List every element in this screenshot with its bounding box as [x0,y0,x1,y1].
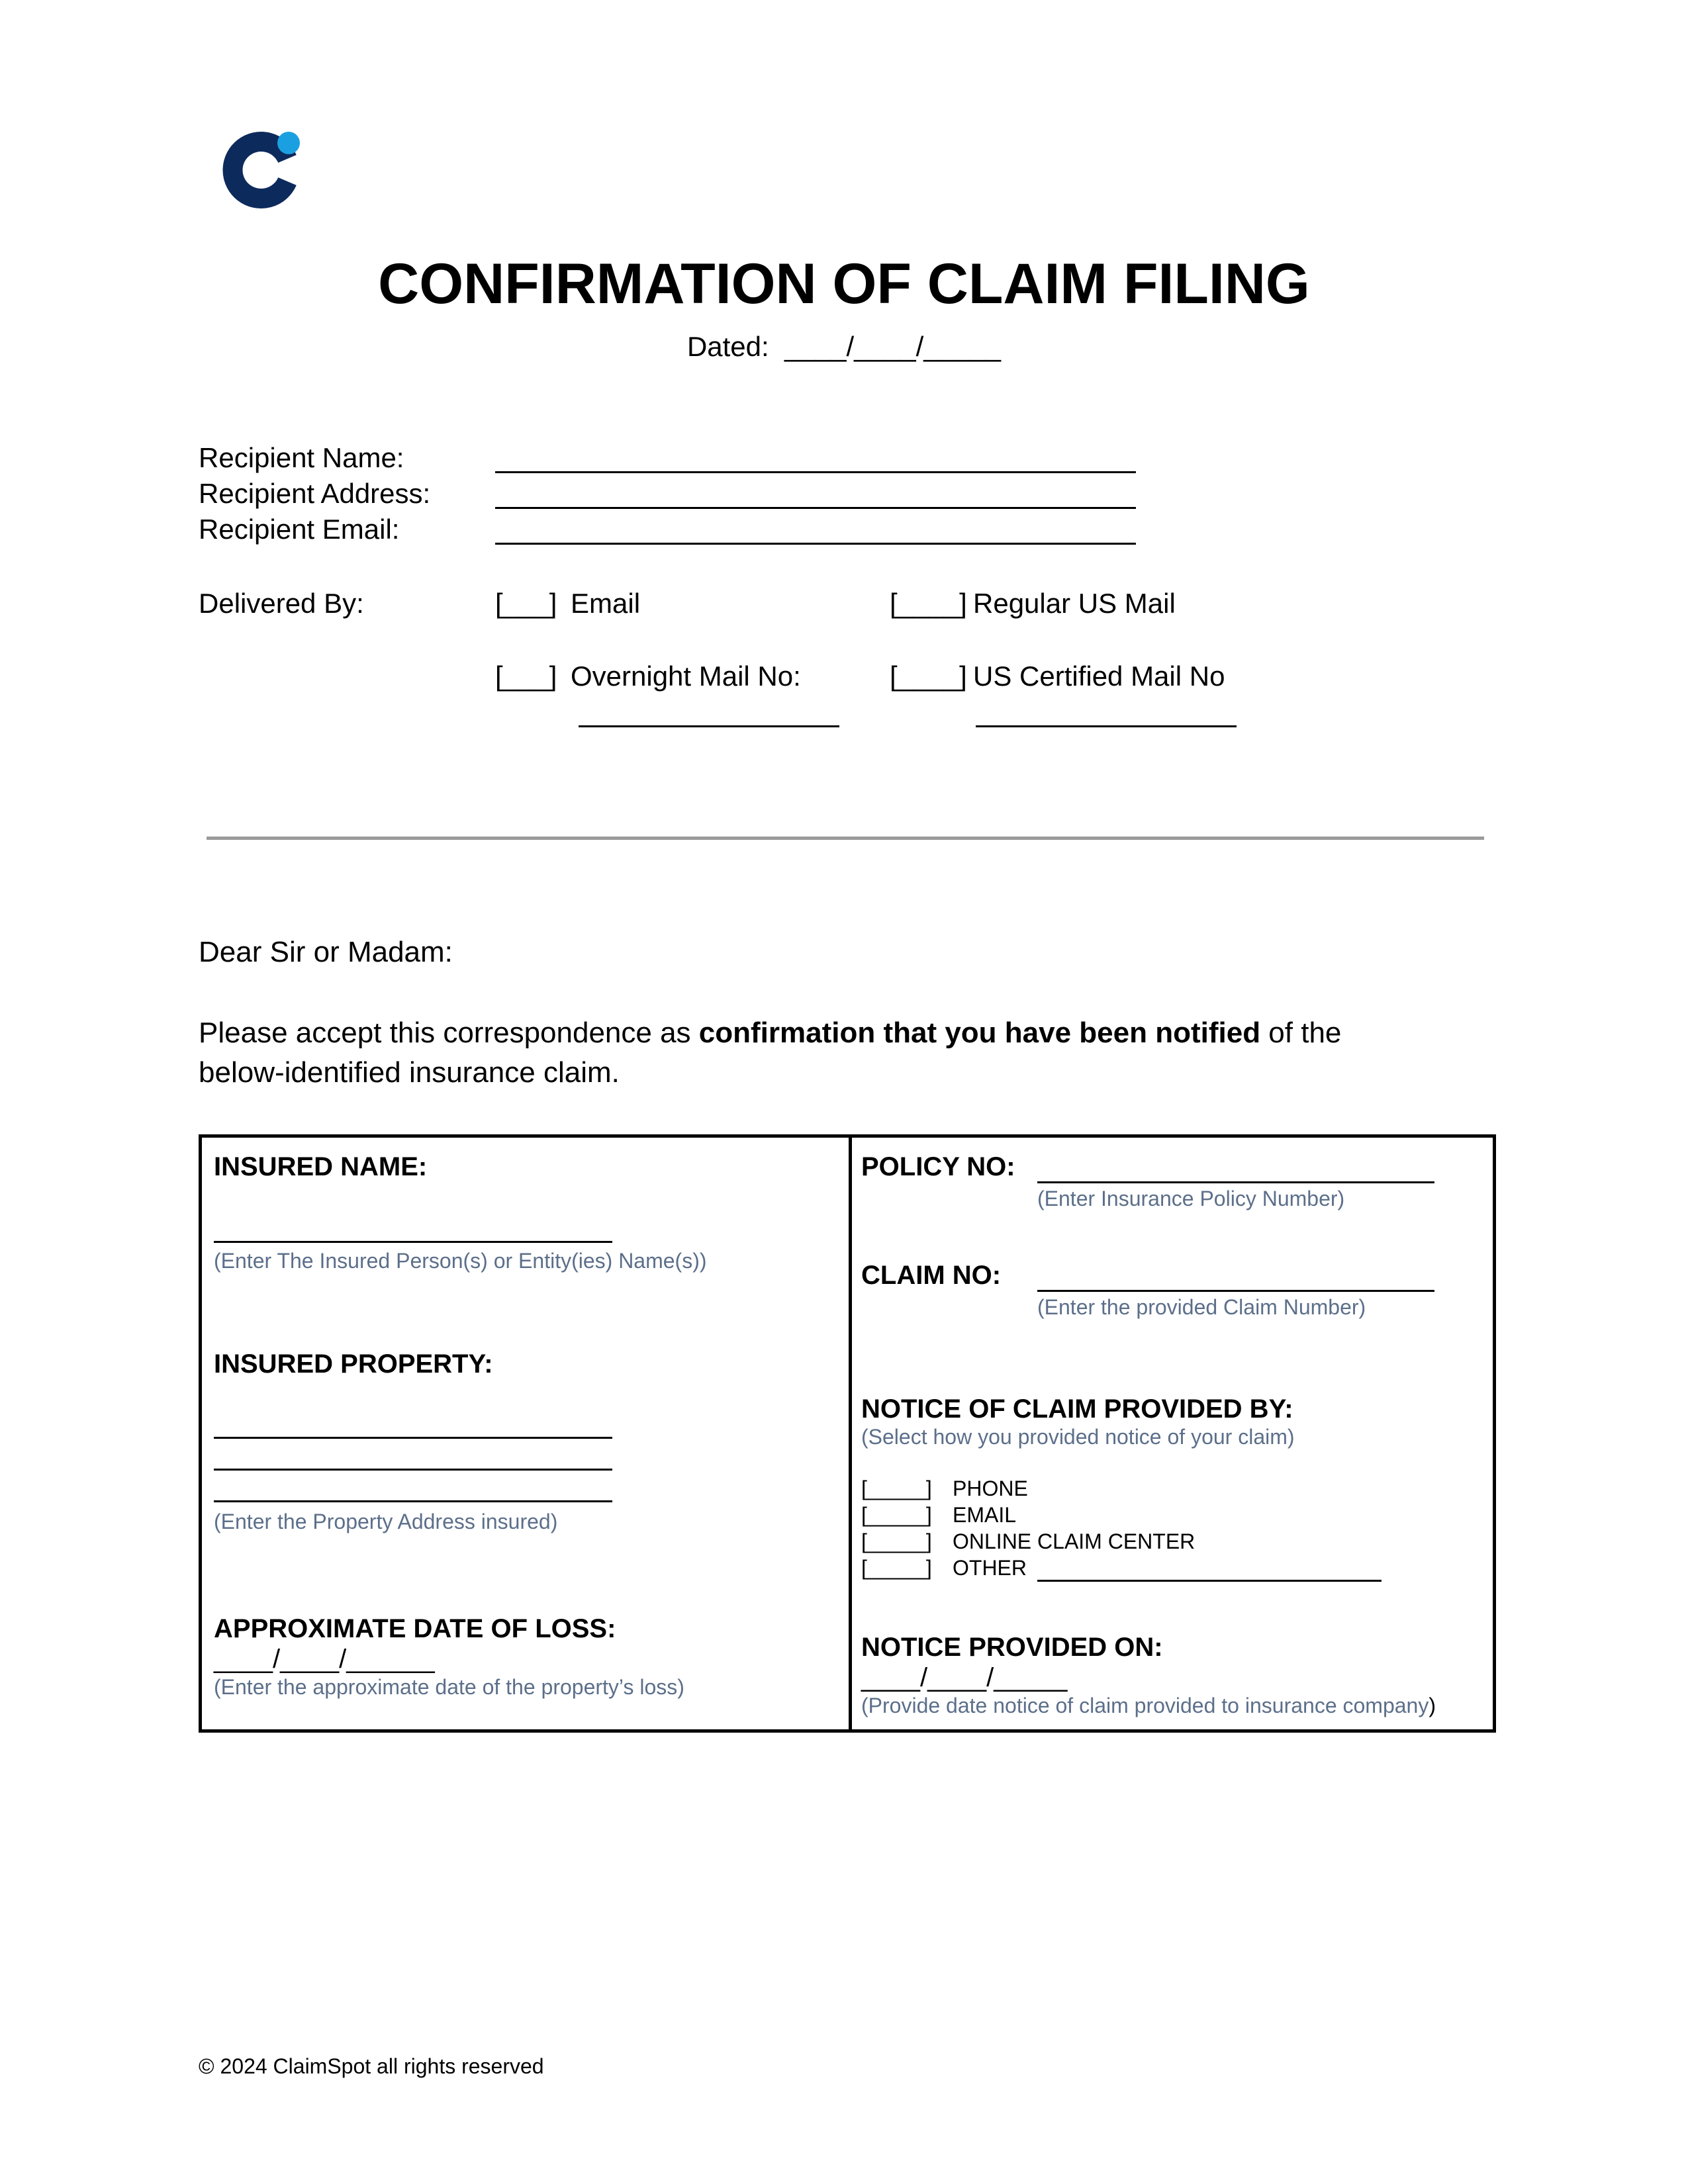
overnight-mail-number-field[interactable] [579,725,839,727]
insured-name-hint: (Enter The Insured Person(s) or Entity(ies) Name(s)) [214,1249,707,1273]
recipient-email-field[interactable] [495,543,1136,545]
regular-mail-option-label: Regular US Mail [973,588,1176,619]
dated-line [0,331,1688,363]
table-column-divider [849,1138,852,1729]
dated-field[interactable]: ____/____/_____ [784,331,1002,362]
claim-number-field[interactable] [1037,1290,1434,1292]
overnight-mail-checkbox[interactable]: [___] [495,660,557,692]
phone-checkbox[interactable]: [_____] [861,1477,932,1500]
recipient-address-field[interactable] [495,507,1136,509]
overnight-mail-option-label: Overnight Mail No: [571,660,801,692]
notice-provided-on-label: NOTICE PROVIDED ON: [861,1633,1163,1662]
email-checkbox[interactable]: [___] [495,588,557,619]
policy-number-hint: (Enter Insurance Policy Number) [1037,1187,1345,1210]
notice-provided-on-hint-text: (Provide date notice of claim provided to insurance company [861,1694,1429,1717]
recipient-name-field[interactable] [495,471,1136,473]
insured-property-field-2[interactable] [214,1469,612,1471]
date-of-loss-field[interactable]: ____/____/______ [214,1645,435,1674]
email-option-label: Email [571,588,641,619]
notice-provided-by-label: NOTICE OF CLAIM PROVIDED BY: [861,1394,1293,1424]
certified-mail-option-label: US Certified Mail No [973,660,1225,692]
insured-name-label: INSURED NAME: [214,1152,428,1181]
recipient-email-label: Recipient Email: [199,514,400,545]
email-notice-option-label: EMAIL [953,1503,1017,1527]
intro-bold-text: confirmation that you have been notified [698,1017,1261,1049]
certified-mail-checkbox[interactable]: [____] [890,660,967,692]
claim-number-hint: (Enter the provided Claim Number) [1037,1295,1366,1319]
intro-text-2: of the [1260,1017,1342,1049]
date-of-loss-hint: (Enter the approximate date of the property’s loss) [214,1675,684,1699]
online-claim-center-checkbox[interactable]: [_____] [861,1529,932,1553]
policy-number-label: POLICY NO: [861,1152,1015,1181]
policy-number-field[interactable] [1037,1181,1434,1183]
insured-property-hint: (Enter the Property Address insured) [214,1510,558,1533]
notice-provided-on-field[interactable]: ____/____/_____ [861,1663,1068,1692]
recipient-name-label: Recipient Name: [199,442,404,473]
notice-provided-on-hint [861,1694,1436,1718]
dated-label: Dated: [686,331,769,362]
phone-option-label: PHONE [953,1477,1028,1500]
other-field[interactable] [1037,1580,1382,1582]
notice-provided-by-hint: (Select how you provided notice of your claim) [861,1425,1295,1449]
intro-text-1: Please accept this correspondence as [199,1017,699,1049]
intro-paragraph-line2: below-identified insurance claim. [199,1056,620,1089]
insured-property-field-3[interactable] [214,1500,612,1502]
footer-copyright: © 2024 ClaimSpot all rights reserved [199,2054,544,2078]
email-notice-checkbox[interactable]: [_____] [861,1503,932,1527]
date-of-loss-label: APPROXIMATE DATE OF LOSS: [214,1614,616,1643]
section-divider [207,837,1484,840]
claim-details-table [199,1134,1496,1733]
intro-paragraph-line1 [199,1013,1341,1054]
delivered-by-label: Delivered By: [199,588,364,619]
claim-number-label: CLAIM NO: [861,1261,1002,1290]
notice-provided-on-hint-close: ) [1429,1694,1436,1717]
regular-mail-checkbox[interactable]: [____] [890,588,967,619]
certified-mail-number-field[interactable] [976,725,1237,727]
insured-property-label: INSURED PROPERTY: [214,1349,493,1379]
page-title: CONFIRMATION OF CLAIM FILING [378,252,1310,316]
other-option-label: OTHER [953,1556,1027,1580]
insured-property-field-1[interactable] [214,1437,612,1439]
claimspot-logo-icon [222,126,308,212]
salutation: Dear Sir or Madam: [199,936,453,968]
insured-name-field[interactable] [214,1241,612,1243]
online-claim-center-option-label: ONLINE CLAIM CENTER [953,1529,1196,1553]
other-checkbox[interactable]: [_____] [861,1556,932,1580]
recipient-address-label: Recipient Address: [199,478,431,509]
